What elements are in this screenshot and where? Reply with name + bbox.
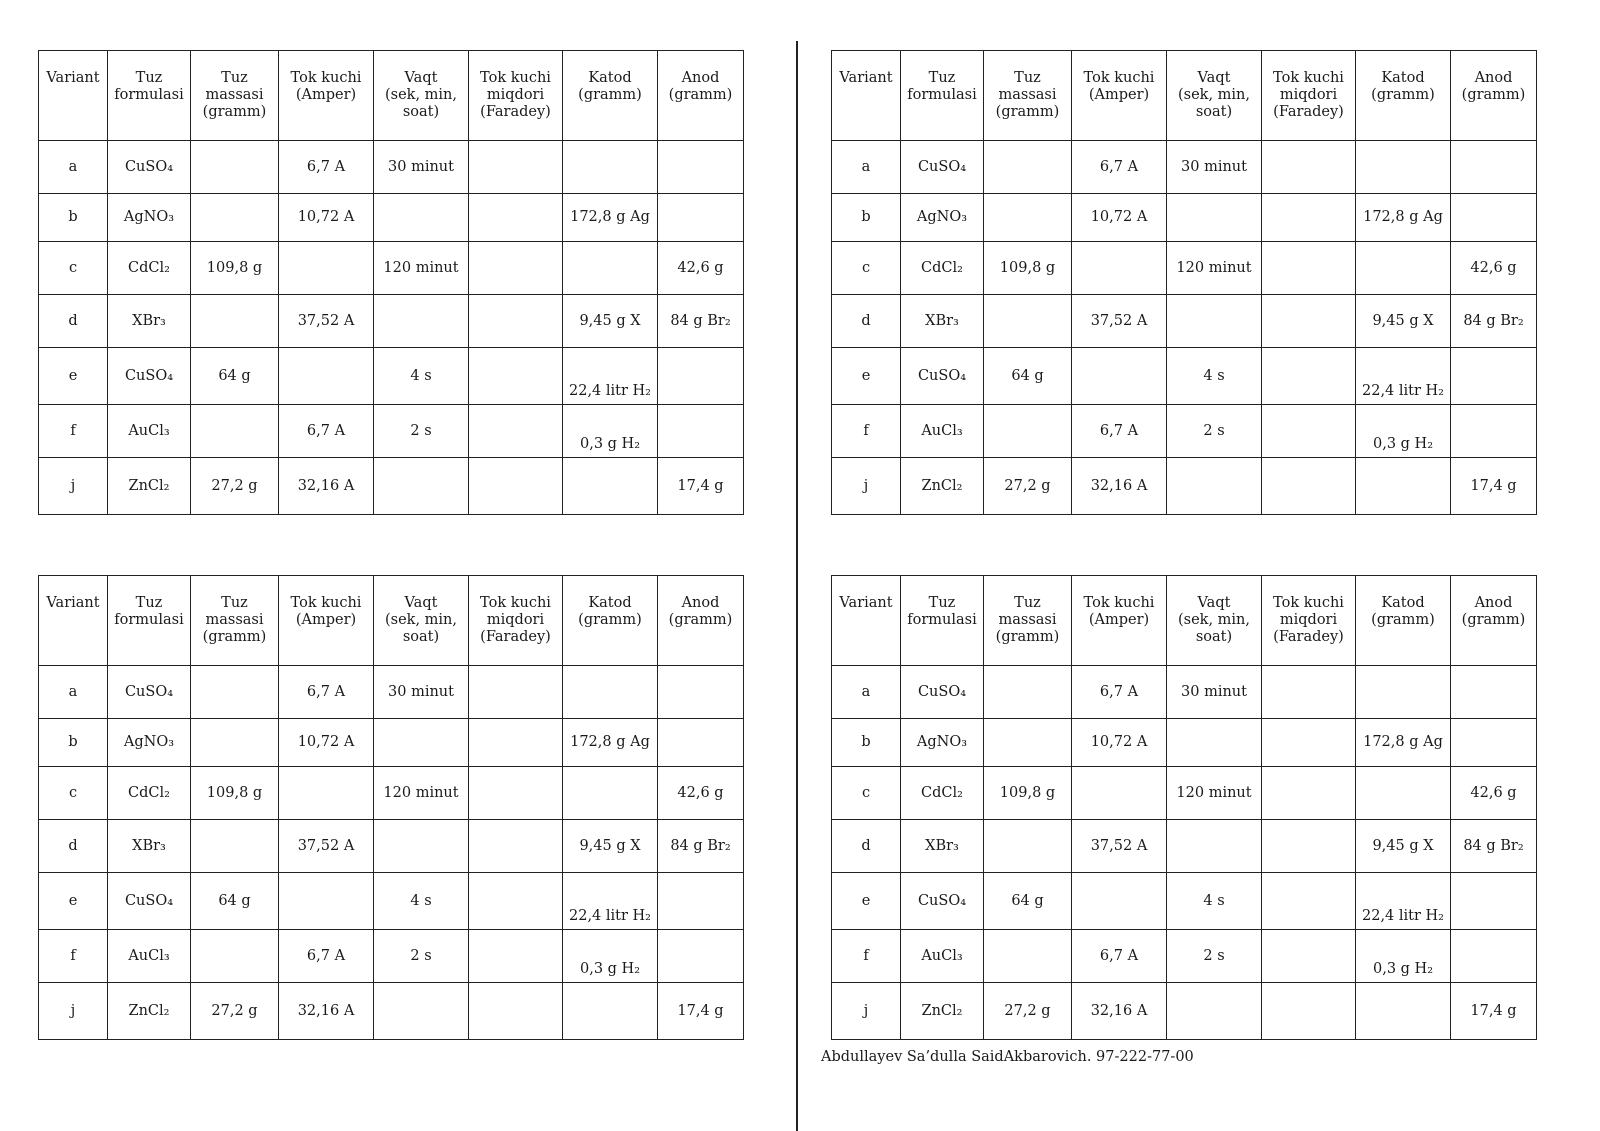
cell-charge-faraday: [469, 666, 563, 719]
cell-salt-mass: [191, 194, 279, 242]
cell-cathode: [1356, 141, 1451, 194]
cell-anode: [1451, 666, 1537, 719]
cell-time: 120 minut: [374, 242, 469, 295]
cell-charge-faraday: [1262, 930, 1356, 983]
cell-current: 32,16 A: [1072, 983, 1167, 1040]
cell-salt-formula: CdCl₂: [901, 242, 984, 295]
cell-cathode: [563, 458, 658, 515]
cell-time: [1167, 194, 1262, 242]
cell-salt-mass: 27,2 g: [191, 458, 279, 515]
cell-current: [279, 242, 374, 295]
cell-salt-mass: 109,8 g: [984, 242, 1072, 295]
cell-cathode: 22,4 litr H₂: [1356, 348, 1451, 405]
worksheet-table-top-left: [38, 50, 744, 515]
column-header-current: Tok kuchi (Amper): [279, 51, 374, 141]
cell-anode: [1451, 348, 1537, 405]
cell-cathode: 22,4 litr H₂: [1356, 873, 1451, 930]
cell-current: [279, 767, 374, 820]
table-row: [39, 141, 744, 194]
cell-cathode: 0,3 g H₂: [1356, 930, 1451, 983]
cell-charge-faraday: [469, 295, 563, 348]
cell-salt-mass: [984, 141, 1072, 194]
cell-variant: e: [39, 873, 108, 930]
cell-salt-formula: CuSO₄: [901, 348, 984, 405]
cell-salt-formula: AuCl₃: [901, 405, 984, 458]
column-header-cathode: Katod (gramm): [1356, 576, 1451, 666]
cell-variant: f: [39, 405, 108, 458]
cell-salt-formula: AuCl₃: [108, 930, 191, 983]
cell-anode: 42,6 g: [1451, 767, 1537, 820]
cell-anode: [658, 348, 744, 405]
cell-current: 32,16 A: [279, 458, 374, 515]
column-header-salt-formula: Tuz formulasi: [901, 51, 984, 141]
table-row: [39, 719, 744, 767]
cell-time: [374, 295, 469, 348]
cell-salt-formula: XBr₃: [901, 820, 984, 873]
cell-salt-mass: 109,8 g: [191, 767, 279, 820]
cell-cathode: 0,3 g H₂: [1356, 405, 1451, 458]
column-header-anode: Anod (gramm): [658, 576, 744, 666]
column-header-current: Tok kuchi (Amper): [279, 576, 374, 666]
column-header-salt-mass: Tuz massasi (gramm): [191, 51, 279, 141]
cell-variant: f: [39, 930, 108, 983]
column-header-cathode: Katod (gramm): [563, 51, 658, 141]
column-header-salt-formula: Tuz formulasi: [108, 576, 191, 666]
table-row: [832, 242, 1537, 295]
cell-cathode: 172,8 g Ag: [563, 194, 658, 242]
cell-current: [1072, 348, 1167, 405]
worksheet-table-top-right: [831, 50, 1537, 515]
cell-time: 2 s: [374, 930, 469, 983]
cell-current: [279, 348, 374, 405]
cell-anode: [658, 141, 744, 194]
cell-anode: 42,6 g: [658, 242, 744, 295]
cell-variant: e: [39, 348, 108, 405]
cell-time: 120 minut: [1167, 242, 1262, 295]
cell-time: 4 s: [1167, 873, 1262, 930]
cell-charge-faraday: [1262, 194, 1356, 242]
cell-salt-formula: CuSO₄: [901, 873, 984, 930]
cell-salt-mass: [984, 405, 1072, 458]
cell-variant: d: [832, 820, 901, 873]
table-row: [832, 767, 1537, 820]
cell-salt-mass: [191, 719, 279, 767]
cell-charge-faraday: [469, 983, 563, 1040]
cell-variant: c: [39, 242, 108, 295]
cell-salt-formula: ZnCl₂: [108, 983, 191, 1040]
cell-variant: c: [832, 767, 901, 820]
column-header-anode: Anod (gramm): [1451, 576, 1537, 666]
cell-charge-faraday: [1262, 295, 1356, 348]
table-row: [832, 295, 1537, 348]
cell-salt-mass: 64 g: [984, 873, 1072, 930]
cell-anode: [658, 405, 744, 458]
cell-anode: 17,4 g: [658, 983, 744, 1040]
cell-time: [1167, 295, 1262, 348]
column-header-salt-mass: Tuz massasi (gramm): [984, 51, 1072, 141]
cell-anode: 84 g Br₂: [1451, 820, 1537, 873]
cell-anode: [1451, 719, 1537, 767]
table-row: [832, 820, 1537, 873]
cell-cathode: 9,45 g X: [1356, 295, 1451, 348]
cell-cathode: [1356, 983, 1451, 1040]
cell-variant: e: [832, 873, 901, 930]
cell-salt-mass: [984, 666, 1072, 719]
cell-anode: [1451, 930, 1537, 983]
cell-current: [1072, 767, 1167, 820]
cell-time: 120 minut: [374, 767, 469, 820]
column-header-charge-faraday: Tok kuchi miqdori (Faradey): [1262, 576, 1356, 666]
column-header-time: Vaqt (sek, min, soat): [374, 576, 469, 666]
table-row: [39, 873, 744, 930]
column-header-time: Vaqt (sek, min, soat): [1167, 576, 1262, 666]
cell-current: 37,52 A: [279, 295, 374, 348]
cell-time: 2 s: [1167, 405, 1262, 458]
cell-cathode: 22,4 litr H₂: [563, 873, 658, 930]
column-header-salt-mass: Tuz massasi (gramm): [984, 576, 1072, 666]
cell-current: 6,7 A: [1072, 666, 1167, 719]
cell-time: [1167, 719, 1262, 767]
table-row: [832, 873, 1537, 930]
cell-current: [1072, 873, 1167, 930]
column-header-variant: Variant: [832, 51, 901, 141]
cell-salt-formula: AgNO₃: [901, 194, 984, 242]
column-header-salt-formula: Tuz formulasi: [901, 576, 984, 666]
column-header-charge-faraday: Tok kuchi miqdori (Faradey): [469, 576, 563, 666]
cell-current: 10,72 A: [279, 719, 374, 767]
cell-variant: j: [832, 458, 901, 515]
cell-current: 6,7 A: [279, 930, 374, 983]
cell-salt-mass: [191, 930, 279, 983]
cell-cathode: [563, 242, 658, 295]
cell-variant: b: [832, 719, 901, 767]
table-row: [832, 405, 1537, 458]
table-row: [39, 767, 744, 820]
column-header-anode: Anod (gramm): [1451, 51, 1537, 141]
cell-charge-faraday: [1262, 405, 1356, 458]
cell-salt-formula: CdCl₂: [108, 767, 191, 820]
cell-variant: j: [39, 458, 108, 515]
cell-salt-mass: 64 g: [984, 348, 1072, 405]
cell-salt-mass: 64 g: [191, 348, 279, 405]
cell-variant: d: [832, 295, 901, 348]
cell-time: [1167, 820, 1262, 873]
cell-variant: c: [832, 242, 901, 295]
cell-cathode: 172,8 g Ag: [1356, 194, 1451, 242]
cell-variant: a: [39, 141, 108, 194]
cell-charge-faraday: [469, 719, 563, 767]
cell-cathode: 172,8 g Ag: [563, 719, 658, 767]
cell-time: 30 minut: [374, 666, 469, 719]
cell-charge-faraday: [1262, 242, 1356, 295]
cell-charge-faraday: [469, 930, 563, 983]
cell-charge-faraday: [469, 242, 563, 295]
cell-anode: [658, 666, 744, 719]
cell-variant: f: [832, 405, 901, 458]
cell-anode: [1451, 194, 1537, 242]
cell-time: [374, 458, 469, 515]
cell-cathode: 22,4 litr H₂: [563, 348, 658, 405]
cell-variant: b: [39, 719, 108, 767]
column-header-salt-mass: Tuz massasi (gramm): [191, 576, 279, 666]
cell-cathode: [563, 983, 658, 1040]
cell-salt-formula: CuSO₄: [108, 873, 191, 930]
cell-cathode: 172,8 g Ag: [1356, 719, 1451, 767]
cell-current: 10,72 A: [1072, 719, 1167, 767]
table-row: [832, 983, 1537, 1040]
cell-salt-formula: CuSO₄: [108, 666, 191, 719]
cell-current: 37,52 A: [279, 820, 374, 873]
cell-charge-faraday: [469, 405, 563, 458]
table-header-row: [39, 576, 744, 666]
cell-anode: [658, 194, 744, 242]
table-row: [39, 666, 744, 719]
column-header-variant: Variant: [832, 576, 901, 666]
cell-time: [374, 820, 469, 873]
cell-time: 30 minut: [1167, 666, 1262, 719]
table-row: [832, 194, 1537, 242]
cell-time: 30 minut: [374, 141, 469, 194]
author-footer: Abdullayev Sa’dulla SaidAkbarovich. 97-222-77-00: [821, 1049, 1194, 1065]
column-header-cathode: Katod (gramm): [1356, 51, 1451, 141]
cell-anode: [1451, 873, 1537, 930]
page-divider: [796, 41, 798, 1131]
cell-salt-formula: CuSO₄: [108, 348, 191, 405]
cell-anode: 84 g Br₂: [658, 295, 744, 348]
cell-anode: 42,6 g: [1451, 242, 1537, 295]
cell-charge-faraday: [1262, 983, 1356, 1040]
cell-anode: 17,4 g: [658, 458, 744, 515]
column-header-time: Vaqt (sek, min, soat): [374, 51, 469, 141]
table-header-row: [832, 51, 1537, 141]
cell-current: 6,7 A: [279, 141, 374, 194]
table-row: [39, 405, 744, 458]
cell-anode: [658, 719, 744, 767]
worksheet-table-bottom-left: [38, 575, 744, 1040]
cell-charge-faraday: [1262, 767, 1356, 820]
cell-current: [1072, 242, 1167, 295]
cell-salt-mass: [984, 295, 1072, 348]
cell-cathode: [563, 141, 658, 194]
cell-salt-formula: CuSO₄: [901, 141, 984, 194]
cell-variant: b: [832, 194, 901, 242]
cell-variant: c: [39, 767, 108, 820]
cell-salt-formula: AuCl₃: [901, 930, 984, 983]
cell-salt-mass: [191, 405, 279, 458]
cell-time: [374, 719, 469, 767]
table-row: [832, 666, 1537, 719]
cell-current: 6,7 A: [279, 405, 374, 458]
cell-salt-formula: ZnCl₂: [108, 458, 191, 515]
cell-cathode: [563, 767, 658, 820]
cell-anode: [658, 930, 744, 983]
cell-charge-faraday: [1262, 666, 1356, 719]
cell-charge-faraday: [1262, 820, 1356, 873]
column-header-charge-faraday: Tok kuchi miqdori (Faradey): [469, 51, 563, 141]
cell-anode: 17,4 g: [1451, 983, 1537, 1040]
cell-time: 30 minut: [1167, 141, 1262, 194]
cell-anode: 42,6 g: [658, 767, 744, 820]
cell-salt-formula: XBr₃: [108, 295, 191, 348]
cell-charge-faraday: [469, 873, 563, 930]
cell-salt-formula: CdCl₂: [901, 767, 984, 820]
cell-variant: e: [832, 348, 901, 405]
cell-salt-mass: 109,8 g: [191, 242, 279, 295]
cell-cathode: [1356, 458, 1451, 515]
cell-time: [374, 983, 469, 1040]
column-header-time: Vaqt (sek, min, soat): [1167, 51, 1262, 141]
cell-salt-mass: [191, 141, 279, 194]
cell-variant: j: [39, 983, 108, 1040]
cell-charge-faraday: [1262, 719, 1356, 767]
cell-variant: d: [39, 295, 108, 348]
cell-time: 4 s: [374, 873, 469, 930]
column-header-charge-faraday: Tok kuchi miqdori (Faradey): [1262, 51, 1356, 141]
cell-current: 6,7 A: [1072, 141, 1167, 194]
cell-charge-faraday: [469, 767, 563, 820]
cell-salt-mass: [984, 930, 1072, 983]
table-header-row: [39, 51, 744, 141]
cell-cathode: [1356, 242, 1451, 295]
cell-anode: 17,4 g: [1451, 458, 1537, 515]
cell-current: 6,7 A: [1072, 405, 1167, 458]
cell-current: 6,7 A: [1072, 930, 1167, 983]
cell-cathode: 9,45 g X: [1356, 820, 1451, 873]
cell-charge-faraday: [469, 194, 563, 242]
cell-anode: 84 g Br₂: [1451, 295, 1537, 348]
column-header-current: Tok kuchi (Amper): [1072, 51, 1167, 141]
cell-salt-formula: XBr₃: [901, 295, 984, 348]
cell-current: [279, 873, 374, 930]
cell-cathode: 9,45 g X: [563, 295, 658, 348]
cell-salt-mass: 27,2 g: [191, 983, 279, 1040]
cell-time: 120 minut: [1167, 767, 1262, 820]
cell-salt-mass: 27,2 g: [984, 983, 1072, 1040]
table-row: [832, 141, 1537, 194]
table-row: [39, 348, 744, 405]
cell-charge-faraday: [469, 348, 563, 405]
cell-charge-faraday: [469, 820, 563, 873]
column-header-variant: Variant: [39, 576, 108, 666]
cell-variant: a: [832, 666, 901, 719]
table-row: [832, 719, 1537, 767]
cell-variant: j: [832, 983, 901, 1040]
cell-salt-mass: [984, 719, 1072, 767]
cell-charge-faraday: [469, 458, 563, 515]
table-row: [832, 348, 1537, 405]
cell-current: 10,72 A: [279, 194, 374, 242]
cell-current: 32,16 A: [1072, 458, 1167, 515]
cell-current: 32,16 A: [279, 983, 374, 1040]
cell-salt-mass: 64 g: [191, 873, 279, 930]
cell-time: 4 s: [374, 348, 469, 405]
cell-variant: b: [39, 194, 108, 242]
cell-current: 37,52 A: [1072, 295, 1167, 348]
worksheet-table-bottom-right: [831, 575, 1537, 1040]
cell-salt-mass: [191, 666, 279, 719]
cell-variant: f: [832, 930, 901, 983]
cell-variant: a: [39, 666, 108, 719]
cell-current: 10,72 A: [1072, 194, 1167, 242]
cell-charge-faraday: [469, 141, 563, 194]
cell-cathode: 0,3 g H₂: [563, 405, 658, 458]
table-row: [39, 295, 744, 348]
cell-cathode: 9,45 g X: [563, 820, 658, 873]
cell-time: [374, 194, 469, 242]
table-row: [39, 983, 744, 1040]
column-header-salt-formula: Tuz formulasi: [108, 51, 191, 141]
cell-salt-mass: [984, 194, 1072, 242]
cell-charge-faraday: [1262, 458, 1356, 515]
cell-salt-mass: [191, 295, 279, 348]
cell-salt-formula: ZnCl₂: [901, 983, 984, 1040]
table-row: [39, 242, 744, 295]
cell-cathode: [1356, 666, 1451, 719]
cell-charge-faraday: [1262, 348, 1356, 405]
cell-salt-formula: XBr₃: [108, 820, 191, 873]
cell-time: [1167, 458, 1262, 515]
cell-anode: [658, 873, 744, 930]
cell-time: [1167, 983, 1262, 1040]
cell-salt-formula: CuSO₄: [901, 666, 984, 719]
cell-anode: 84 g Br₂: [658, 820, 744, 873]
cell-salt-formula: ZnCl₂: [901, 458, 984, 515]
table-row: [39, 820, 744, 873]
cell-cathode: [563, 666, 658, 719]
cell-salt-formula: AuCl₃: [108, 405, 191, 458]
column-header-cathode: Katod (gramm): [563, 576, 658, 666]
cell-cathode: 0,3 g H₂: [563, 930, 658, 983]
table-row: [832, 930, 1537, 983]
table-row: [832, 458, 1537, 515]
cell-time: 2 s: [1167, 930, 1262, 983]
cell-salt-mass: 27,2 g: [984, 458, 1072, 515]
cell-variant: d: [39, 820, 108, 873]
cell-current: 37,52 A: [1072, 820, 1167, 873]
cell-salt-formula: CuSO₄: [108, 141, 191, 194]
cell-variant: a: [832, 141, 901, 194]
table-row: [39, 930, 744, 983]
cell-cathode: [1356, 767, 1451, 820]
cell-time: 2 s: [374, 405, 469, 458]
cell-salt-formula: AgNO₃: [108, 194, 191, 242]
cell-salt-mass: [191, 820, 279, 873]
table-row: [39, 194, 744, 242]
column-header-variant: Variant: [39, 51, 108, 141]
cell-anode: [1451, 141, 1537, 194]
table-header-row: [832, 576, 1537, 666]
cell-time: 4 s: [1167, 348, 1262, 405]
cell-salt-formula: AgNO₃: [108, 719, 191, 767]
cell-salt-formula: AgNO₃: [901, 719, 984, 767]
cell-salt-mass: [984, 820, 1072, 873]
column-header-anode: Anod (gramm): [658, 51, 744, 141]
cell-charge-faraday: [1262, 141, 1356, 194]
cell-current: 6,7 A: [279, 666, 374, 719]
column-header-current: Tok kuchi (Amper): [1072, 576, 1167, 666]
cell-salt-formula: CdCl₂: [108, 242, 191, 295]
cell-salt-mass: 109,8 g: [984, 767, 1072, 820]
table-row: [39, 458, 744, 515]
cell-anode: [1451, 405, 1537, 458]
cell-charge-faraday: [1262, 873, 1356, 930]
